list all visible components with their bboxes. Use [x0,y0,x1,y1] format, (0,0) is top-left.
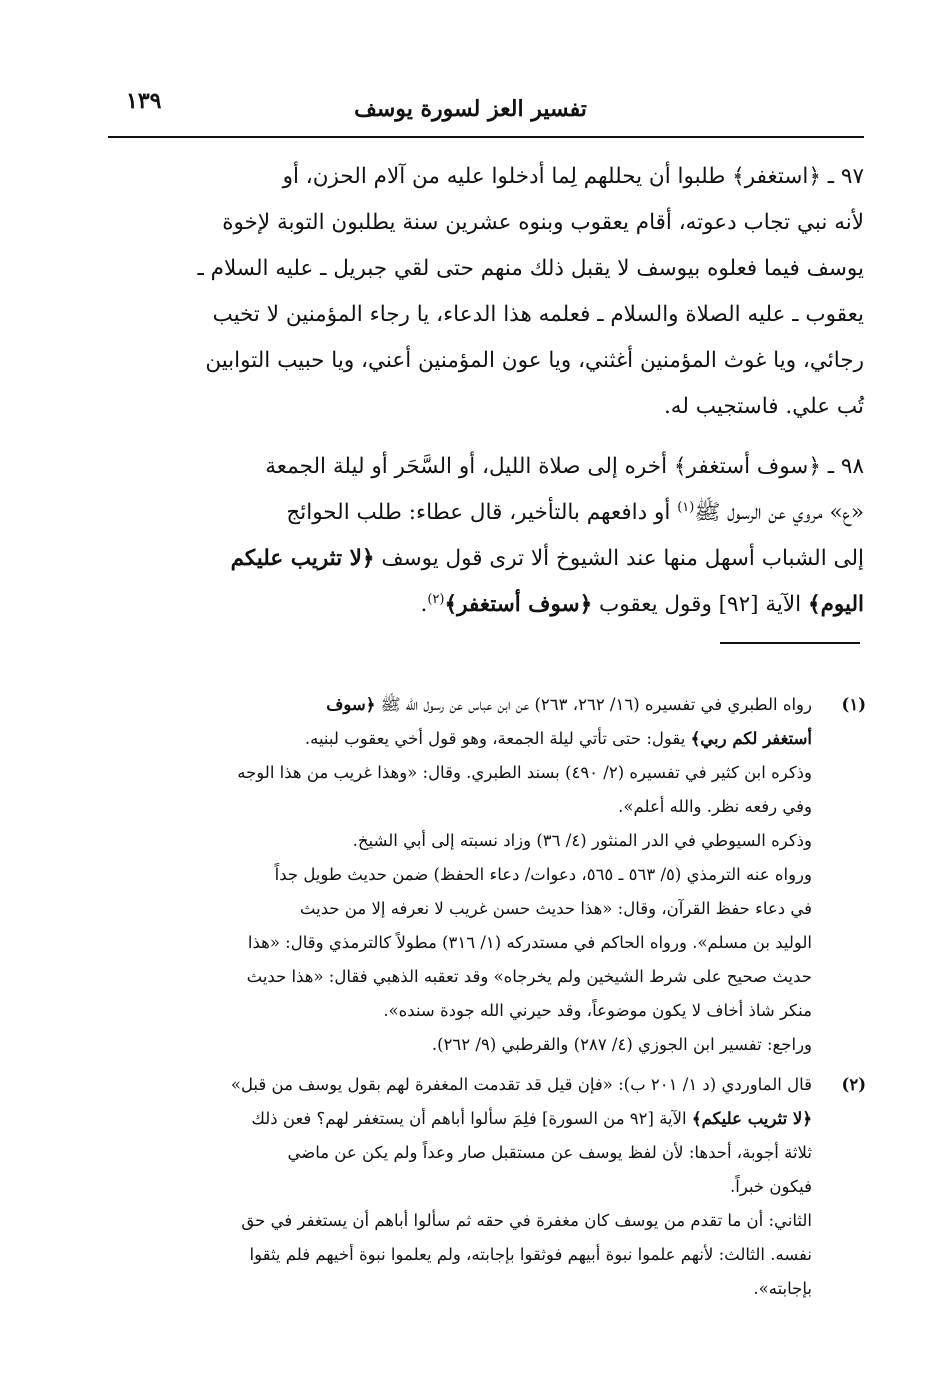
para97-line: يعقوب ـ عليه الصلاة والسلام ـ فعلمه هذا الدعاء، يا رجاء المؤمنين لا تخيب [212,302,864,327]
footnote-1 [108,688,864,1062]
quran-quote: ﴿لا تثريب عليكم﴾ [691,1109,812,1128]
footnote-ref-2[interactable]: (٢) [427,591,445,607]
footnote-line: الوليد بن مسلم». ورواه الحاكم في مستدركه (١/ ٣١٦) مطولاً كالترمذي وقال: «هذا [247,933,812,952]
page-number: ١٣٩ [126,88,162,114]
footnote-line [108,688,812,722]
footnote-line [108,722,812,756]
header-rule [108,136,864,138]
footnote-text: يقول: حتى تأتي ليلة الجمعة، وهو قول أخي يعقوب لبنيه. [304,729,691,748]
para97-line: ٩٧ ـ ﴿استغفر﴾ طلبوا أن يحللهم لِما أدخلوا عليه من آلام الحزن، أو [282,164,864,189]
footnote-line: قال الماوردي (د ١/ ٢٠١ ب): «فإن قيل قد تقدمت المغفرة لهم بقول يوسف من قبل» [230,1075,812,1094]
footnote-line: الثاني: أن ما تقدم من يوسف كان مغفرة في حقه ثم سألوا أباهم أن يستغفر في حق [241,1211,812,1230]
footnote-separator [720,642,860,644]
quran-quote: ﴿لا تثريب عليكم [230,546,375,571]
para97-line: رجائي، ويا غوث المؤمنين أغثني، ويا عون المؤمنين أعني، ويا حبيب التوابين [205,348,864,373]
quran-quote: ﴿سوف [326,695,376,714]
footnote-line: بإجابته». [753,1279,812,1298]
footnote-number: (٢) [841,1075,866,1094]
para97-line: يوسف فيما فعلوه بيوسف لا يقبل ذلك منهم حتى لقي جبريل ـ عليه السلام ـ [197,256,864,281]
footnote-text: رواه الطبري في تفسيره (١٦/ ٢٦٢، ٢٦٣) عن ابن عباس عن رسول الله ﷺ [375,695,812,714]
footnote-text: الآية [٩٢ من السورة] فلِمَ سألوا أباهم أن يستغفر لهم؟ فعن ذلك [251,1109,692,1128]
footnote-line: في دعاء حفظ القرآن، وقال: «هذا حديث حسن غريب لا نعرفه إلا من حديث [299,899,812,918]
footnote-line [108,1102,812,1136]
para97-line: تُب علي. فاستجيب له. [663,394,864,419]
para98-text: إلى الشباب أسهل منها عند الشيوخ ألا ترى قول يوسف [374,546,864,571]
footnote-ref-1[interactable]: (١) [677,499,695,515]
footnote-line: وذكره السيوطي في الدر المنثور (٤/ ٣٦) وزاد نسبته إلى أبي الشيخ. [352,831,812,850]
para98-text: . [420,592,428,617]
para98-text: الآية [٩٢] وقول يعقوب [592,592,808,617]
para98-text: «ع» مروي عن الرسول ﷺ [694,500,864,525]
footnote-line: وراجع: تفسير ابن الجوزي (٤/ ٢٨٧) والقرطبي (٩/ ٢٦٢). [431,1035,812,1054]
footnote-line: نفسه. الثالث: لأنهم علموا نبوة أبيهم فوثقوا بإجابته، ولم يعلموا نبوة أخيهم فلم يثقوا [249,1245,812,1264]
paragraph-98 [108,444,864,628]
footnote-body [108,688,812,1062]
footnote-line: منكر شاذ أخاف لا يكون موضوعاً، وقد حيرني الله جودة سنده». [383,1001,812,1020]
para98-line [108,490,864,536]
footnote-line: وفي رفعه نظر. والله أعلم». [618,797,812,816]
footnote-number: (١) [841,695,866,714]
footnote-line: ورواه عنه الترمذي (٥/ ٥٦٣ ـ ٥٦٥، دعوات/ دعاء الحفظ) ضمن حديث طويل جداً [274,865,812,884]
footnote-2 [108,1068,864,1306]
footnote-line: وذكره ابن كثير في تفسيره (٢/ ٤٩٠) بسند الطبري. وقال: «وهذا غريب من هذا الوجه [237,763,812,782]
quran-quote: اليوم﴾ [807,592,864,617]
footnote-body [108,1068,812,1306]
para98-line: ٩٨ ـ ﴿سوف أستغفر﴾ أخره إلى صلاة الليل، أو السَّحَر أو ليلة الجمعة [265,454,864,479]
quran-quote: ﴿سوف أستغفر﴾ [444,592,593,617]
para98-line [108,582,864,628]
para97-line: لأنه نبي تجاب دعوته، أقام يعقوب وبنوه عشرين سنة يطلبون التوبة لإخوة [222,210,864,235]
quran-quote: أستغفر لكم ربي﴾ [690,729,812,748]
footnote-line: حديث صحيح على شرط الشيخين ولم يخرجاه» وقد تعقبه الذهبي فقال: «هذا حديث [246,967,812,986]
running-header-title: تفسير العز لسورة يوسف [354,96,587,122]
footnote-line: ثلاثة أجوبة، أحدها: لأن لفظ يوسف عن مستقبل صار وعداً ولم يكن عن ماضي [287,1143,812,1162]
paragraph-97 [108,154,864,430]
para98-text: أو دافعهم بالتأخير، قال عطاء: طلب الحوائج [286,500,678,525]
footnote-line: فيكون خبراً. [730,1177,812,1196]
para98-line [108,536,864,582]
